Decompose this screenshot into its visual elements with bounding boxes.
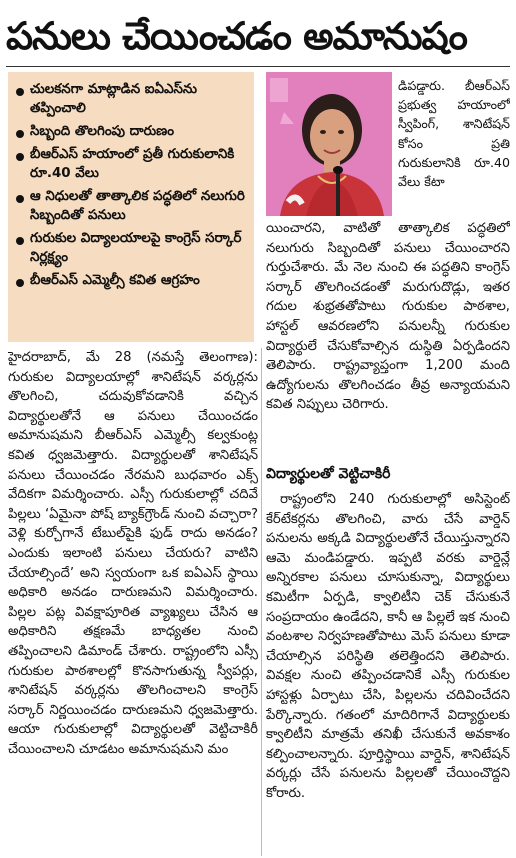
portrait-illustration — [266, 72, 392, 216]
highlight-item — [16, 80, 248, 118]
highlight-text: బీఆర్ఎస్ ఎమ్మెల్సీ కవిత ఆగ్రహం — [30, 273, 200, 288]
highlight-text: ఆ నిధులతో తాత్కాలిక పద్ధతిలో నలుగురి సిబ్బందితో పనులు — [30, 189, 245, 223]
bullet-icon — [16, 195, 24, 203]
subheading: విద్యార్థులతో వెట్టిచాకిరీ — [266, 466, 391, 482]
highlight-item — [16, 229, 248, 267]
bullet-icon — [16, 88, 24, 96]
highlight-text: గురుకుల విద్యాలయాలపై కాంగ్రెస్ సర్కార్ నిర్లక్ష్యం — [30, 231, 242, 265]
column-divider — [261, 348, 262, 856]
headline: పనులు చేయించడం అమానుషం — [6, 14, 467, 58]
bullet-icon — [16, 279, 24, 287]
article-column-right-bottom — [266, 490, 510, 858]
headline-rule — [6, 66, 510, 67]
article-paragraph: రాష్ట్రంలోని 240 గురుకులాల్లో అసిస్టెంట్ కేర్‌టేకర్లను తొలగించి, వారు చేసే వార్డెన్ పనులను అక్కడి విద్యార్థులతోనే చేయిస్తున్నారని ఆమె మండిపడ్డారు. ఇప్పటి వరకు వార్డెన్లే అన్నిరకాల పనులు చూసుకున్నా, విద్యార్థులు కమిటీగా ఏర్పడి, క్వాలిటీని చెక్ చేసుకునే సంప్రదాయం ఉండేదని, కానీ ఆ పిల్లలే ఇక నుంచి వంటశాల నిర్వహణతోపాటు మెస్ పనులు కూడా చేయాల్సిన పరిస్థితి తలెత్తిందని తెలిపారు. వివక్షల నుంచి తప్పించడానికే ఎస్సీ గురుకుల హాస్టళ్లు ఏర్పాటు చేసి, పిల్లలను చదివించేదని పేర్కొన్నారు. గతంలో మాదిరిగానే విద్యార్థులకు క్వాలిటీని మాత్రమే తనిఖీ చేసుకునే అవకాశం కల్పించాలన్నారు. పూర్తిస్థాయి వార్డెన్, శానిటేషన్ వర్కర్లు చేసే పనులను పిల్లలతో చేయించొద్దని కోరారు. — [266, 492, 510, 801]
portrait-photo — [266, 72, 392, 216]
highlight-item — [16, 187, 248, 225]
article-paragraph: డిపడ్డారు. బీఆర్ఎస్ ప్రభుత్వ హయాంలో స్వీపింగ్, శానిటేషన్ కోసం ప్రతి గురుకులానికి రూ.40 వేలు కేటా — [398, 78, 510, 190]
highlight-item — [16, 145, 248, 183]
bullet-icon — [16, 153, 24, 161]
highlight-text: చులకనగా మాట్లాడిన ఐఏఎస్‌ను తప్పించాలి — [30, 82, 197, 116]
article-column-right-middle — [266, 219, 510, 459]
highlights-box — [8, 72, 254, 342]
highlight-text: సిబ్బంది తొలగింపు దారుణం — [30, 124, 174, 139]
highlight-item — [16, 122, 248, 141]
bullet-icon — [16, 130, 24, 138]
bullet-icon — [16, 237, 24, 245]
article-column-right-top — [398, 76, 510, 216]
article-column-left — [8, 348, 258, 856]
article-paragraph: హైదరాబాద్, మే 28 (నమస్తే తెలంగాణ): గురుకుల విద్యాలయాల్లో శానిటేషన్ వర్కర్లను తొలగించి, చదువుకోవడానికి వచ్చిన విద్యార్థులతోనే ఆ పనులు చేయించడం అమానుషమని బీఆర్ఎస్ ఎమ్మెల్సీ కల్వకుంట్ల కవిత ధ్వజమెత్తారు. విద్యార్థులతో శానిటేషన్ పనులు చేయించడం నేరమని బుధవారం ఎక్స్ వేదికగా విమర్శించారు. ఎస్సీ గురుకులాల్లో చదివే పిల్లలు ‘ఏమైనా పోష్ బ్యాక్‌గ్రౌండ్ నుంచి వచ్చారా? వెళ్లి కుర్చోగానే టేబుల్‌పైకి ఫుడ్ రాదు అనడం? ఎందుకు ఇలాంటి పనులు చేయరు? వాటిని చేయాల్సిందే’ అని స్వయంగా ఒక ఐఏఎస్ స్థాయి అధికారి అనడం దారుణమని విమర్శించారు. పిల్లల పట్ల వివక్షాపూరిత వ్యాఖ్యలు చేసిన ఆ అధికారిని తక్షణమే బాధ్యతల నుంచి తప్పించాలని డిమాండ్ చేశారు. రాష్ట్రంలోని ఎస్సీ గురుకుల పాఠశాలల్లో కొనసాగుతున్న స్వీపర్లు, శానిటేషన్ వర్కర్లను తొలగించాలని కాంగ్రెస్ సర్కార్ నిర్ణయించడం దారుణమని ధ్వజమెత్తారు. ఆయా గురుకులాల్లో విద్యార్థులతో వెట్టిచాకిరీ చేయించాలని చూడటం అమానుషమని మం — [8, 350, 258, 757]
highlight-item — [16, 271, 248, 290]
article-paragraph: యించారని, వాటితో తాత్కాలిక పద్ధతిలో నలుగురు సిబ్బందితో పనులు చేయించారని గుర్తుచేశారు. మే నెల నుంచి ఈ పద్ధతిని కాంగ్రెస్ సర్కార్ తొలగించడంతో మరుగుదొడ్లు, ఇతర గదుల శుభ్రతతోపాటు గురుకుల పాఠశాల, హాస్టల్ ఆవరణలోని పనులన్నీ గురుకుల విద్యార్థులే చేసుకోవాల్సిన దుస్థితి ఏర్పడిందని తెలిపారు. రాష్ట్రవ్యాప్తంగా 1,200 మంది ఉద్యోగులను తొలగించడం తీవ్ర అన్యాయమని కవిత నిప్పులు చెరిగారు. — [266, 221, 510, 413]
highlight-text: బీఆర్ఎస్ హయాంలో ప్రతీ గురుకులానికి రూ.40 వేలు — [30, 147, 235, 181]
